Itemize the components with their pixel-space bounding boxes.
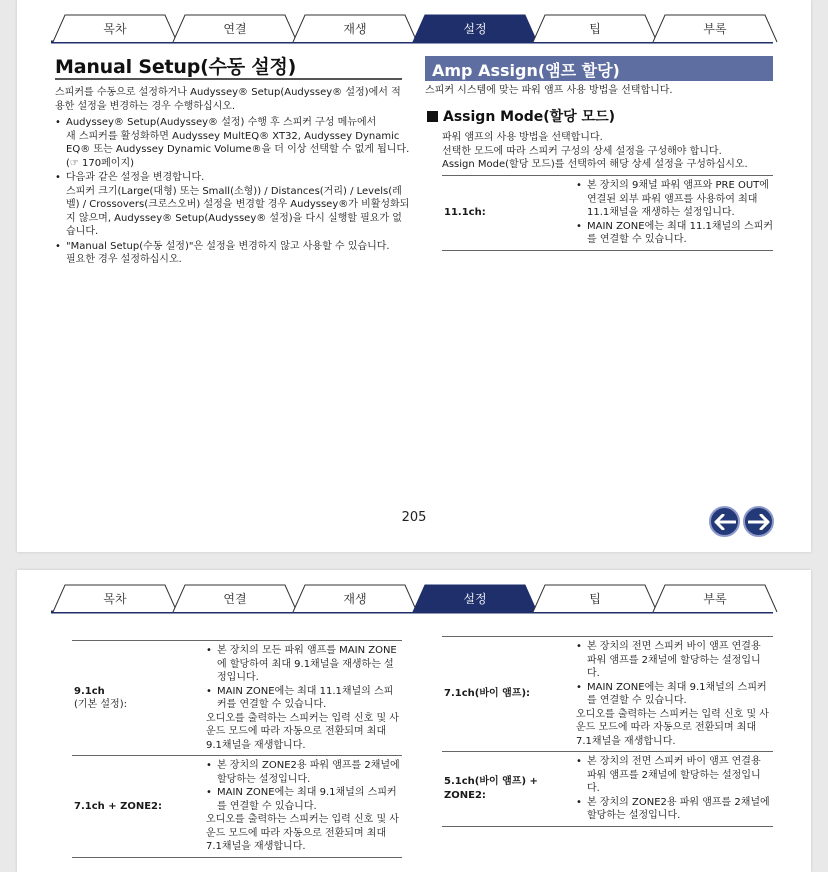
mode-label-text: 9.1ch [74,685,105,697]
list-item [55,171,411,239]
tab-appendix[interactable]: 부록 [703,22,727,36]
mode-label-sub: (기본 설정): [74,699,127,710]
mode-note: 오디오를 출력하는 스피커는 입력 신호 및 사운드 모드에 따라 자동으로 전환되며 최대 7.1채널을 재생합니다. [576,708,769,747]
tab-tips[interactable]: 팁 [589,22,601,36]
previous-page-button[interactable] [709,506,740,537]
table-row [72,756,402,858]
bullet-text: 필요한 경우 설정하십시오. [66,254,182,265]
assign-mode-description [442,131,777,172]
tab-toc[interactable]: 목차 [103,22,127,36]
tab-playback[interactable]: 재생 [343,592,367,606]
tab-settings[interactable]: 설정 [463,592,487,606]
assign-mode-table-left [72,640,402,858]
tab-toc[interactable]: 목차 [103,592,127,606]
mode-description [576,637,773,752]
list-item [55,240,411,267]
section-title-amp-assign: Amp Assign(앰프 할당) [432,61,620,80]
mode-label: 7.1ch + ZONE2: [72,756,206,858]
tab-settings[interactable]: 설정 [463,22,487,36]
list-item: • MAIN ZONE에는 최대 9.1채널의 스피커를 연결할 수 있습니다. [576,681,773,708]
next-page-button[interactable] [743,506,774,537]
tab-tips[interactable]: 팁 [589,592,601,606]
mode-label: 11.1ch: [442,176,576,251]
description-line: Assign Mode(할당 모드)를 선택하여 해당 상세 설정을 구성하십시오. [442,159,748,170]
page-number: 205 [401,510,427,525]
list-item: • 본 장치의 ZONE2용 파워 앰프를 2채널에 할당하는 설정입니다. [206,759,402,786]
manual-page-206 [17,570,811,872]
table-row [72,641,402,756]
mode-description [206,641,402,756]
assign-mode-table [442,175,773,251]
mode-label [72,641,206,756]
mode-note: 오디오를 출력하는 스피커는 입력 신호 및 사운드 모드에 따라 자동으로 전환되며 최대 9.1채널을 재생합니다. [206,712,399,751]
bullet-text: • "Manual Setup(수동 설정)"은 설정을 변경하지 않고 사용할 수 있습니다. [66,240,390,252]
section-tab-bar [51,14,773,43]
list-item: • MAIN ZONE에는 최대 11.1채널의 스피커를 연결할 수 있습니다. [206,685,402,712]
list-item: • MAIN ZONE에는 최대 11.1채널의 스피커를 연결할 수 있습니다. [576,220,773,247]
tab-connections[interactable]: 연결 [223,592,247,606]
square-bullet-icon [427,111,438,122]
mode-label: 5.1ch(바이 앰프) + ZONE2: [442,752,576,827]
list-item: • 본 장치의 전면 스피커 바이 앰프 연결용 파워 앰프를 2채널에 할당하는 설정입니다. [576,755,773,796]
bullet-text: 스피커 크기(Large(대형) 또는 Small(소형)) / Distances(거리) / Levels(레벨) / Crossovers(크로스오버) 설정을 변경할 경우 Audyssey®가 비활성화되지 않으며, Audyssey® Setup(Audyssey® 설정)을 다시 실행할 필요가 없습니다. [66,185,410,237]
list-item: • MAIN ZONE에는 최대 9.1채널의 스피커를 연결할 수 있습니다. [206,786,402,813]
description-line: 선택한 모드에 따라 스피커 구성의 상세 설정을 구성해야 합니다. [442,145,722,157]
list-item [55,116,411,170]
subsection-heading-text: Assign Mode(할당 모드) [443,109,615,125]
list-item: • 본 장치의 전면 스피커 바이 앰프 연결용 파워 앰프를 2채널에 할당하는 설정입니다. [576,640,773,681]
mode-label: 7.1ch(바이 앰프): [442,637,576,752]
description-line: 파워 앰프의 사용 방법을 선택합니다. [442,132,603,143]
amp-assign-intro: 스피커 시스템에 맞는 파워 앰프 사용 방법을 선택합니다. [425,85,673,96]
section-title-manual-setup: Manual Setup(수동 설정) [55,56,297,78]
bullet-text: • Audyssey® Setup(Audyssey® 설정) 수행 후 스피커 구성 메뉴에서 [66,117,377,128]
arrow-right-icon [748,514,770,530]
bullet-text: 새 스피커를 활성화하면 Audyssey MultEQ® XT32, Audyssey Dynamic EQ® 또는 Audyssey Dynamic Volume®을 더 이상 선택할 수 없게 됩니다. [66,130,410,155]
manual-page-205 [17,0,811,552]
section-tab-bar [51,584,773,613]
title-underline [55,78,402,80]
mode-description [576,176,773,251]
table-row [442,752,773,827]
bullet-text: • 다음과 같은 설정을 변경합니다. [66,172,205,183]
arrow-left-icon [714,514,736,530]
subsection-heading [427,106,615,126]
tab-connections[interactable]: 연결 [223,22,247,36]
table-row [442,176,773,251]
mode-note: 오디오를 출력하는 스피커는 입력 신호 및 사운드 모드에 따라 자동으로 전환되며 최대 7.1채널을 재생합니다. [206,814,399,852]
list-item: • 본 장치의 모든 파워 앰프를 MAIN ZONE에 할당하여 최대 9.1채널을 재생하는 설정입니다. [206,644,402,685]
mode-description [206,756,402,858]
list-item: • 본 장치의 9채널 파워 앰프와 PRE OUT에 연결된 외부 파워 앰프를 사용하여 최대 11.1채널을 재생하는 설정입니다. [576,179,773,220]
table-row [442,637,773,752]
manual-setup-bullets [55,116,411,268]
list-item: • 본 장치의 ZONE2용 파워 앰프를 2채널에 할당하는 설정입니다. [576,796,773,823]
mode-description [576,752,773,827]
assign-mode-table-right [442,636,773,827]
tab-appendix[interactable]: 부록 [703,592,727,606]
manual-setup-intro: 스피커를 수동으로 설정하거나 Audyssey® Setup(Audyssey® 설정)에서 적용한 설정을 변경하는 경우 수행하십시오. [55,87,401,112]
page-reference-link[interactable]: (☞ 170페이지) [66,157,135,169]
tab-playback[interactable]: 재생 [343,22,367,36]
